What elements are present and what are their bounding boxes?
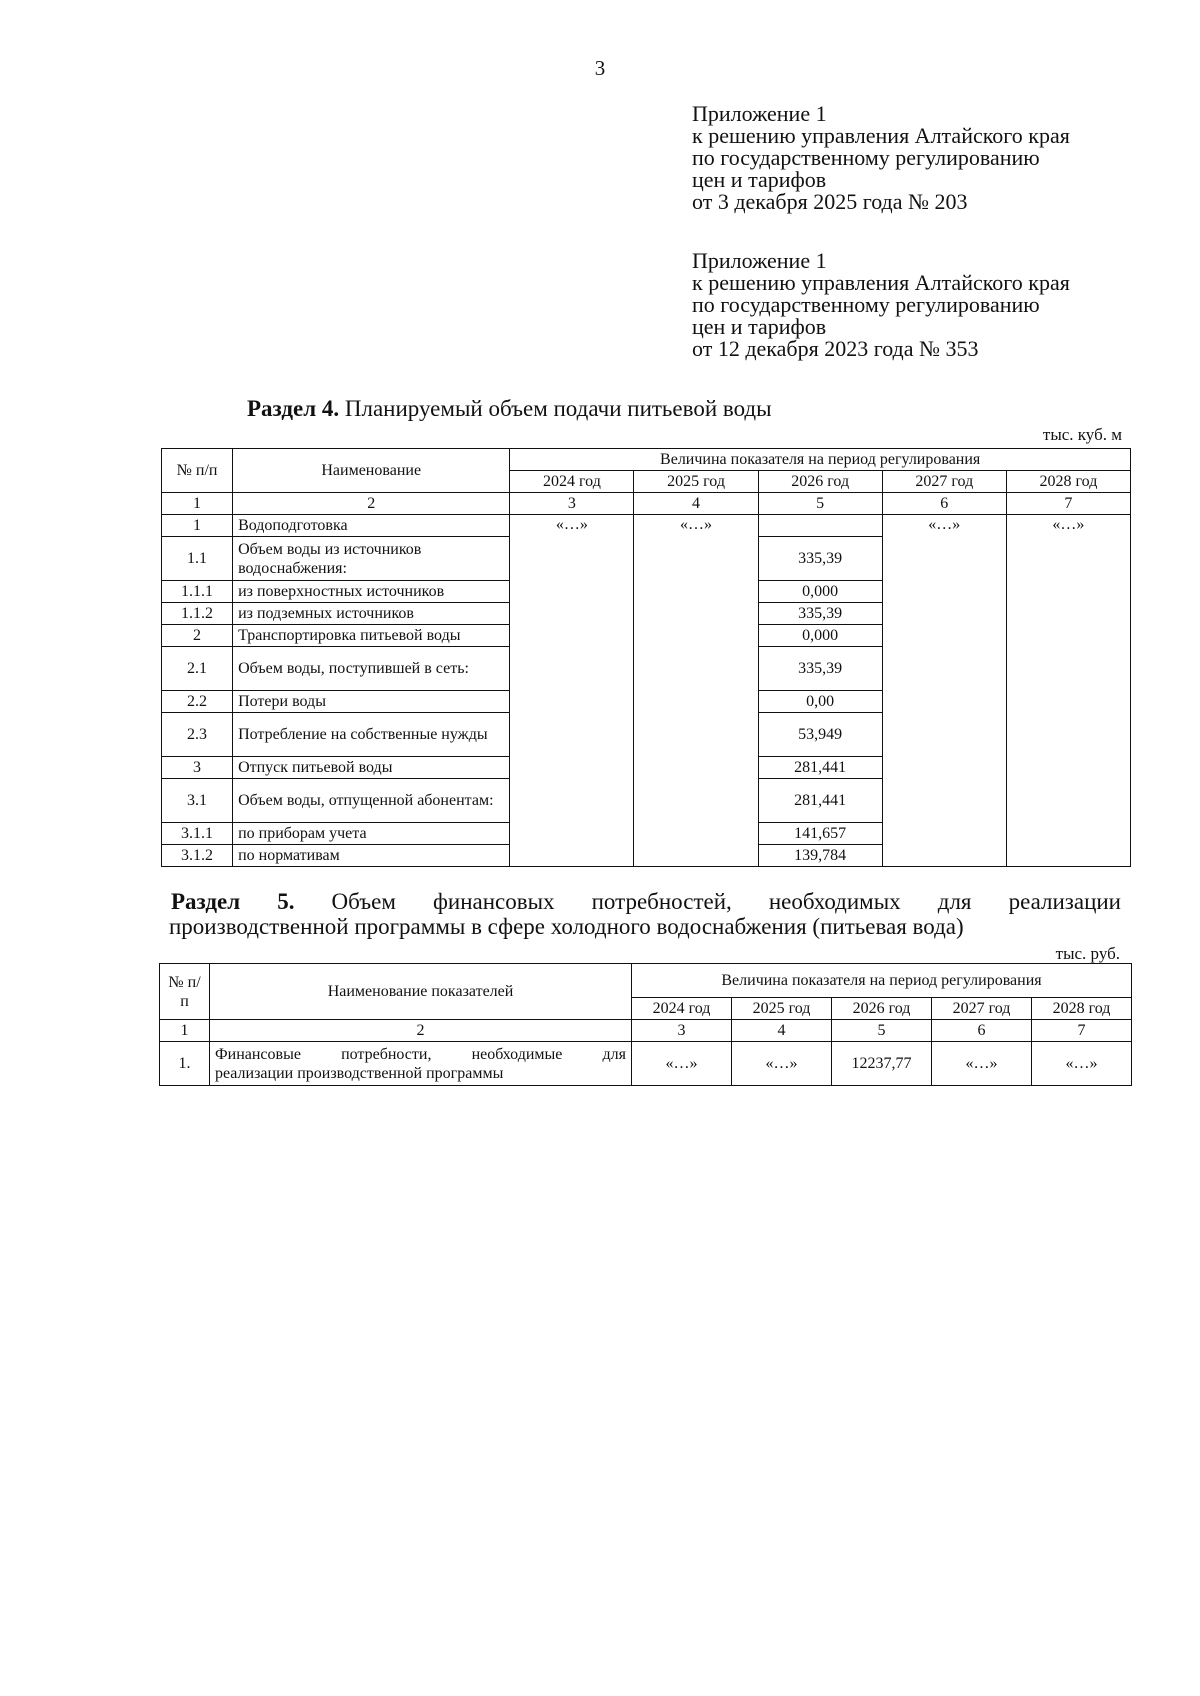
header-num: № п/п xyxy=(160,964,210,1020)
value-2027: «…» xyxy=(882,515,1006,867)
row-num: 2 xyxy=(162,625,233,647)
col-number: 2 xyxy=(233,493,510,515)
value-2026: 139,784 xyxy=(758,845,882,867)
column-number-row xyxy=(162,493,1131,515)
value-2026: 335,39 xyxy=(758,537,882,581)
row-num: 3.1.1 xyxy=(162,823,233,845)
col-number: 4 xyxy=(634,493,758,515)
col-number: 5 xyxy=(832,1020,932,1042)
appendix-line: к решению управления Алтайского края xyxy=(692,270,1070,295)
row-num: 3.1 xyxy=(162,779,233,823)
header-num: № п/п xyxy=(162,449,233,493)
appendix-line: к решению управления Алтайского края xyxy=(692,123,1070,148)
header-year: 2025 год xyxy=(634,471,758,493)
value-2026: 0,000 xyxy=(758,625,882,647)
value-2027: «…» xyxy=(932,1042,1032,1086)
row-name: Объем воды, отпущенной абонентам: xyxy=(233,779,510,823)
header-year: 2024 год xyxy=(510,471,634,493)
col-number: 2 xyxy=(210,1020,632,1042)
row-num: 3 xyxy=(162,757,233,779)
row-num: 2.1 xyxy=(162,647,233,691)
table-row xyxy=(162,515,1131,537)
row-num: 1.1.2 xyxy=(162,603,233,625)
row-num: 3.1.2 xyxy=(162,845,233,867)
appendix-line: по государственному регулированию xyxy=(692,292,1040,317)
section4-table xyxy=(161,448,1131,867)
row-name xyxy=(210,1042,632,1086)
section5-unit: тыс. руб. xyxy=(1055,944,1120,963)
row-name: по нормативам xyxy=(233,845,510,867)
section5-title-text: Объем финансовых потребностей, необходимых для реализации xyxy=(294,889,1121,914)
row-name-line2: реализации производственной программы xyxy=(215,1064,504,1082)
value-2025: «…» xyxy=(732,1042,832,1086)
header-name: Наименование показателей xyxy=(210,964,632,1020)
col-number: 7 xyxy=(1006,493,1130,515)
row-num: 1.1.1 xyxy=(162,581,233,603)
value-2026: 281,441 xyxy=(758,757,882,779)
value-2028: «…» xyxy=(1032,1042,1132,1086)
table-header-row xyxy=(162,449,1131,471)
value-2026 xyxy=(758,515,882,537)
col-number: 3 xyxy=(510,493,634,515)
appendix-line: по государственному регулированию xyxy=(692,145,1040,170)
header-year: 2026 год xyxy=(758,471,882,493)
row-name: Потребление на собственные нужды xyxy=(233,713,510,757)
appendix-line: цен и тарифов xyxy=(692,314,827,339)
appendix-line: цен и тарифов xyxy=(692,167,827,192)
section4-title-text: Планируемый объем подачи питьевой воды xyxy=(339,396,772,421)
header-year: 2028 год xyxy=(1006,471,1130,493)
appendix-current-header xyxy=(692,103,1070,213)
col-number: 5 xyxy=(758,493,882,515)
header-year: 2024 год xyxy=(632,998,732,1020)
table-row xyxy=(160,1042,1132,1086)
header-year: 2028 год xyxy=(1032,998,1132,1020)
section5-title-line1 xyxy=(171,889,1121,914)
col-number: 1 xyxy=(162,493,233,515)
value-2025: «…» xyxy=(634,515,758,867)
value-2026: 335,39 xyxy=(758,647,882,691)
value-2024: «…» xyxy=(632,1042,732,1086)
row-name: Отпуск питьевой воды xyxy=(233,757,510,779)
row-num: 2.2 xyxy=(162,691,233,713)
value-2028: «…» xyxy=(1006,515,1130,867)
col-number: 1 xyxy=(160,1020,210,1042)
appendix-line: Приложение 1 xyxy=(692,101,827,126)
header-period: Величина показателя на период регулирования xyxy=(510,449,1131,471)
row-name: по приборам учета xyxy=(233,823,510,845)
row-name-line1: Финансовые потребности, необходимые для xyxy=(215,1045,626,1063)
header-period: Величина показателя на период регулирования xyxy=(632,964,1132,998)
row-num: 1. xyxy=(160,1042,210,1086)
col-number: 7 xyxy=(1032,1020,1132,1042)
row-name: Потери воды xyxy=(233,691,510,713)
value-2026: 335,39 xyxy=(758,603,882,625)
value-2024: «…» xyxy=(510,515,634,867)
header-year: 2026 год xyxy=(832,998,932,1020)
header-year: 2025 год xyxy=(732,998,832,1020)
section5-title-line2: производственной программы в сфере холодного водоснабжения (питьевая вода) xyxy=(169,914,964,939)
appendix-line: Приложение 1 xyxy=(692,248,827,273)
row-name: из подземных источников xyxy=(233,603,510,625)
section4-title-bold: Раздел 4. xyxy=(247,396,340,421)
appendix-previous-header xyxy=(692,250,1070,360)
header-name: Наименование xyxy=(233,449,510,493)
column-number-row xyxy=(160,1020,1132,1042)
row-num: 1 xyxy=(162,515,233,537)
row-name: Объем воды, поступившей в сеть: xyxy=(233,647,510,691)
col-number: 6 xyxy=(932,1020,1032,1042)
section5-title xyxy=(171,889,1121,939)
value-2026: 0,00 xyxy=(758,691,882,713)
col-number: 6 xyxy=(882,493,1006,515)
row-name: Объем воды из источников водоснабжения: xyxy=(233,537,510,581)
value-2026: 0,000 xyxy=(758,581,882,603)
table-header-row xyxy=(160,964,1132,998)
row-name: Транспортировка питьевой воды xyxy=(233,625,510,647)
row-name: из поверхностных источников xyxy=(233,581,510,603)
section5-table xyxy=(159,963,1132,1086)
appendix-line: от 12 декабря 2023 года № 353 xyxy=(692,336,979,361)
value-2026: 281,441 xyxy=(758,779,882,823)
value-2026: 12237,77 xyxy=(832,1042,932,1086)
row-name: Водоподготовка xyxy=(233,515,510,537)
row-num: 2.3 xyxy=(162,713,233,757)
page-number: 3 xyxy=(594,56,606,80)
appendix-line: от 3 декабря 2025 года № 203 xyxy=(692,189,968,214)
value-2026: 53,949 xyxy=(758,713,882,757)
value-2026: 141,657 xyxy=(758,823,882,845)
col-number: 3 xyxy=(632,1020,732,1042)
section4-unit: тыс. куб. м xyxy=(1042,425,1122,444)
header-year: 2027 год xyxy=(882,471,1006,493)
header-year: 2027 год xyxy=(932,998,1032,1020)
row-num: 1.1 xyxy=(162,537,233,581)
col-number: 4 xyxy=(732,1020,832,1042)
section4-title xyxy=(247,396,772,422)
section5-title-bold: Раздел 5. xyxy=(171,889,295,914)
